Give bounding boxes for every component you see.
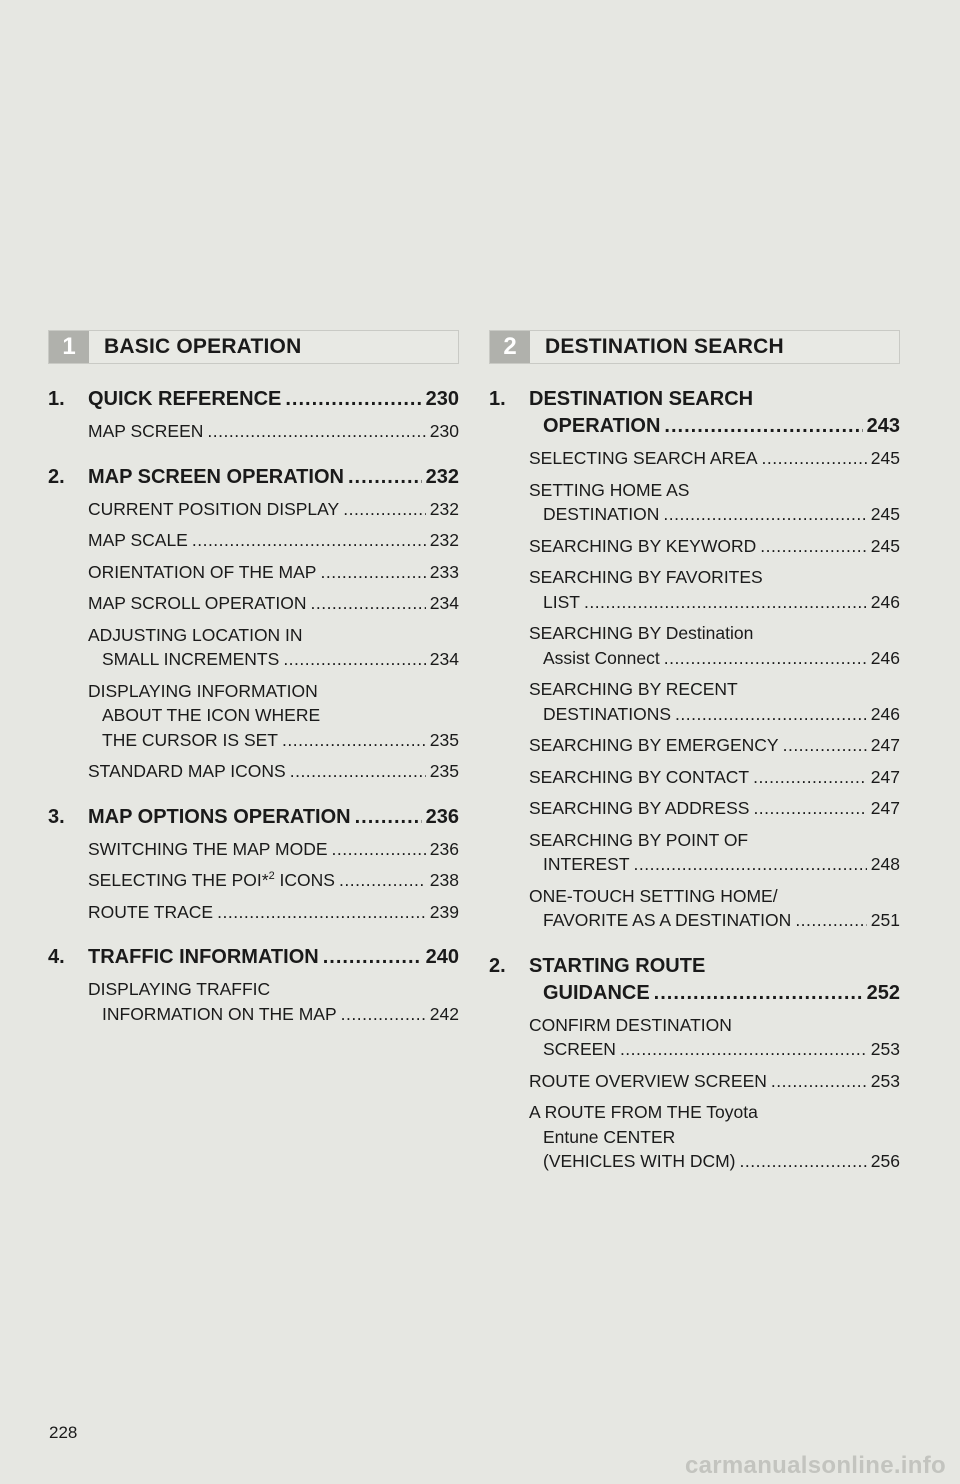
- entry-text: MAP SCROLL OPERATION: [88, 593, 307, 613]
- entry-page: 246: [870, 647, 900, 668]
- toc-chapter: [48, 464, 459, 784]
- chapter-title-line: [88, 944, 459, 971]
- toc-entry[interactable]: [529, 478, 900, 527]
- dot-leader: [282, 728, 426, 753]
- entry-line: SEARCHING BY RECENT: [529, 679, 738, 699]
- dot-leader: [217, 900, 426, 925]
- entry-line: [529, 1037, 900, 1062]
- entry-line: [529, 765, 900, 790]
- chapter-title: [88, 944, 459, 971]
- entry-text: MAP SCREEN: [88, 421, 204, 441]
- chapter-title-line: [88, 386, 459, 413]
- dot-leader: [771, 1069, 867, 1094]
- chapter-page: 236: [425, 805, 459, 828]
- chapter-title-line: STARTING ROUTE: [529, 954, 706, 977]
- toc-entry[interactable]: [88, 977, 459, 1026]
- entry-line: ABOUT THE ICON WHERE: [102, 705, 321, 725]
- entry-page: 247: [870, 735, 900, 755]
- toc-entry[interactable]: [88, 837, 459, 862]
- dot-leader: [207, 419, 425, 444]
- entry-line: [88, 647, 459, 672]
- chapter-heading[interactable]: [48, 386, 459, 413]
- entry-text: DESTINATION: [543, 504, 660, 524]
- entry-text: SEARCHING BY CONTACT: [529, 766, 750, 787]
- entry-line: [88, 868, 459, 893]
- dot-leader: [783, 733, 867, 758]
- dot-leader: [339, 868, 426, 893]
- chapter-title: [88, 804, 459, 831]
- chapter-heading[interactable]: [489, 386, 900, 440]
- entry-line: [529, 534, 900, 559]
- toc-entry[interactable]: [88, 591, 459, 616]
- chapter-number: 1.: [489, 388, 506, 410]
- chapter-list: [489, 386, 900, 1174]
- entry-text: SWITCHING THE MAP MODE: [88, 838, 328, 859]
- entry-line: DISPLAYING INFORMATION: [88, 680, 318, 701]
- entry-page: 256: [870, 1151, 900, 1171]
- entry-text: Assist Connect: [543, 647, 660, 668]
- dot-leader: [332, 837, 426, 862]
- section-title: BASIC OPERATION: [104, 335, 302, 358]
- dot-leader: [320, 560, 425, 585]
- entry-text: MAP SCALE: [88, 530, 188, 550]
- chapter-title: [529, 386, 900, 440]
- toc-entry[interactable]: [529, 677, 900, 726]
- dot-leader: [654, 980, 863, 1007]
- entry-page: 245: [870, 504, 900, 524]
- entry-text: SELECTING SEARCH AREA: [529, 448, 758, 468]
- entry-text: ORIENTATION OF THE MAP: [88, 561, 317, 582]
- entry-line: [88, 560, 459, 585]
- chapter-heading[interactable]: [48, 464, 459, 491]
- entry-text: SEARCHING BY KEYWORD: [529, 535, 757, 556]
- dot-leader: [192, 528, 426, 553]
- entry-text: CURRENT POSITION DISPLAY: [88, 498, 340, 519]
- dot-leader: [285, 386, 421, 413]
- entry-page: 246: [870, 591, 900, 612]
- toc-entry[interactable]: [88, 419, 459, 444]
- dot-leader: [343, 497, 426, 522]
- chapter-page: 240: [425, 946, 459, 968]
- dot-leader: [675, 702, 867, 727]
- entry-text: STANDARD MAP ICONS: [88, 761, 286, 781]
- dot-leader: [348, 464, 422, 491]
- dot-leader: [664, 413, 862, 440]
- entry-line: [88, 759, 459, 784]
- dot-leader: [663, 502, 866, 527]
- entry-line: SEARCHING BY POINT OF: [529, 829, 749, 850]
- chapter-title-line: [88, 464, 459, 491]
- entry-page: 247: [870, 798, 900, 818]
- entry-list: [88, 837, 459, 925]
- toc-entry[interactable]: [529, 733, 900, 758]
- entry-line: [88, 591, 459, 616]
- entry-line: [88, 419, 459, 444]
- chapter-heading[interactable]: [489, 953, 900, 1007]
- chapter-page: 252: [866, 981, 900, 1004]
- entry-list: [529, 1013, 900, 1174]
- chapter-page: 243: [866, 415, 900, 437]
- toc-entry[interactable]: [529, 446, 900, 471]
- right-column: [489, 330, 900, 1194]
- chapter-list: [48, 386, 459, 1026]
- entry-page: 236: [429, 838, 459, 859]
- toc-entry[interactable]: [529, 796, 900, 821]
- entry-line: ONE-TOUCH SETTING HOME/: [529, 885, 778, 906]
- chapter-title-text: TRAFFIC INFORMATION: [88, 946, 319, 968]
- entry-page: 253: [870, 1070, 900, 1091]
- toc-chapter: [48, 944, 459, 1026]
- left-column: [48, 330, 459, 1046]
- entry-line: [88, 900, 459, 925]
- dot-leader: [341, 1002, 426, 1027]
- dot-leader: [753, 765, 867, 790]
- entry-line: [529, 796, 900, 821]
- chapter-title-text: GUIDANCE: [543, 981, 650, 1004]
- entry-line: [529, 502, 900, 527]
- toc-entry[interactable]: [88, 679, 459, 753]
- dot-leader: [283, 647, 425, 672]
- entry-line: [88, 497, 459, 522]
- section-title: DESTINATION SEARCH: [545, 335, 784, 358]
- entry-page: 253: [870, 1039, 900, 1059]
- chapter-title-line: [529, 980, 900, 1007]
- entry-line: [529, 702, 900, 727]
- entry-line: [88, 837, 459, 862]
- entry-page: 235: [429, 729, 459, 750]
- toc-entry[interactable]: [529, 1069, 900, 1094]
- dot-leader: [323, 944, 422, 971]
- toc-entry[interactable]: [88, 868, 459, 893]
- entry-line: [529, 908, 900, 933]
- chapter-title-text: OPERATION: [543, 415, 661, 437]
- toc-entry[interactable]: [529, 828, 900, 877]
- section-number: 2: [490, 331, 530, 363]
- dot-leader: [634, 852, 867, 877]
- page-number: 228: [49, 1423, 78, 1442]
- chapter-title-text: QUICK REFERENCE: [88, 388, 282, 410]
- entry-list: [88, 497, 459, 784]
- chapter-title: [88, 386, 459, 413]
- toc-entry[interactable]: [88, 759, 459, 784]
- entry-list: [529, 446, 900, 933]
- entry-page: 239: [429, 901, 459, 922]
- chapter-number: 2.: [48, 465, 65, 488]
- entry-text: INFORMATION ON THE MAP: [102, 1003, 337, 1024]
- chapter-title-line: [88, 804, 459, 831]
- entry-line: [529, 852, 900, 877]
- toc-chapter: [48, 386, 459, 444]
- chapter-page: 230: [425, 388, 459, 410]
- toc-chapter: [48, 804, 459, 925]
- dot-leader: [753, 796, 866, 821]
- toc-chapter: [489, 386, 900, 933]
- entry-text: SEARCHING BY ADDRESS: [529, 798, 750, 818]
- entry-text: FAVORITE AS A DESTINATION: [543, 910, 792, 930]
- chapter-title: [88, 464, 459, 491]
- entry-page: 230: [429, 421, 459, 441]
- chapter-title-text: MAP OPTIONS OPERATION: [88, 805, 351, 828]
- entry-line: [529, 1149, 900, 1174]
- entry-page: 238: [429, 870, 459, 890]
- entry-line: SEARCHING BY FAVORITES: [529, 567, 763, 587]
- chapter-number: 4.: [48, 946, 65, 968]
- entry-line: [88, 728, 459, 753]
- dot-leader: [355, 804, 422, 831]
- entry-text: SMALL INCREMENTS: [102, 649, 280, 669]
- entry-list: [88, 419, 459, 444]
- entry-page: 245: [870, 448, 900, 468]
- entry-page: 235: [429, 761, 459, 781]
- entry-text: ROUTE OVERVIEW SCREEN: [529, 1070, 767, 1091]
- entry-line: [529, 446, 900, 471]
- entry-text: THE CURSOR IS SET: [102, 729, 278, 750]
- dot-leader: [620, 1037, 867, 1062]
- toc-entry[interactable]: [529, 1013, 900, 1062]
- toc-entry[interactable]: [88, 528, 459, 553]
- toc-entry[interactable]: [88, 497, 459, 522]
- entry-line: [529, 646, 900, 671]
- chapter-heading[interactable]: [48, 944, 459, 971]
- entry-list: [88, 977, 459, 1026]
- dot-leader: [740, 1149, 867, 1174]
- entry-line: CONFIRM DESTINATION: [529, 1014, 732, 1035]
- entry-text: (VEHICLES WITH DCM): [543, 1151, 736, 1171]
- entry-text: ROUTE TRACE: [88, 901, 214, 922]
- chapter-title-line: DESTINATION SEARCH: [529, 388, 754, 410]
- entry-page: 245: [870, 535, 900, 556]
- entry-line: ADJUSTING LOCATION IN: [88, 624, 303, 645]
- entry-line: [529, 733, 900, 758]
- entry-text: LIST: [543, 591, 580, 612]
- entry-line: Entune CENTER: [543, 1126, 676, 1147]
- chapter-title: [529, 953, 900, 1007]
- entry-text: DESTINATIONS: [543, 703, 672, 724]
- toc-entry[interactable]: [529, 621, 900, 670]
- entry-page: 233: [429, 561, 459, 582]
- chapter-number: 1.: [48, 388, 65, 410]
- entry-page: 251: [870, 910, 900, 930]
- dot-leader: [760, 534, 867, 559]
- entry-line: [529, 1069, 900, 1094]
- toc-entry[interactable]: [88, 560, 459, 585]
- chapter-number: 3.: [48, 805, 65, 828]
- toc-entry[interactable]: [88, 900, 459, 925]
- entry-page: 247: [870, 766, 900, 787]
- dot-leader: [664, 646, 867, 671]
- toc-entry[interactable]: [529, 1100, 900, 1174]
- section-header: [489, 330, 900, 364]
- entry-page: 248: [870, 854, 900, 874]
- toc-entry[interactable]: [529, 534, 900, 559]
- dot-leader: [290, 759, 426, 784]
- entry-line: DISPLAYING TRAFFIC: [88, 979, 271, 999]
- entry-line: A ROUTE FROM THE Toyota: [529, 1102, 758, 1122]
- dot-leader: [795, 908, 866, 933]
- chapter-number: 2.: [489, 954, 506, 977]
- entry-page: 246: [870, 703, 900, 724]
- entry-line: [88, 528, 459, 553]
- section-number: 1: [49, 331, 89, 363]
- chapter-page: 232: [425, 465, 459, 488]
- entry-line: [529, 590, 900, 615]
- chapter-title-line: [529, 413, 900, 440]
- entry-text: SCREEN: [543, 1039, 616, 1059]
- entry-text: SELECTING THE POI*$^2$ ICONS: [88, 870, 335, 890]
- section-header: [48, 330, 459, 364]
- chapter-title-text: MAP SCREEN OPERATION: [88, 465, 344, 488]
- toc-chapter: [489, 953, 900, 1174]
- entry-text: INTEREST: [543, 854, 630, 874]
- watermark: carmanualsonline.info: [684, 1452, 946, 1479]
- dot-leader: [762, 446, 867, 471]
- entry-line: SEARCHING BY Destination: [529, 623, 754, 643]
- dot-leader: [584, 590, 867, 615]
- toc-entry[interactable]: [529, 884, 900, 933]
- entry-line: SETTING HOME AS: [529, 479, 690, 500]
- entry-page: 232: [429, 498, 459, 519]
- entry-text: SEARCHING BY EMERGENCY: [529, 735, 779, 755]
- entry-page: 234: [429, 649, 459, 669]
- entry-page: 232: [429, 530, 459, 550]
- entry-line: [88, 1002, 459, 1027]
- entry-page: 234: [429, 593, 459, 613]
- toc-entry[interactable]: [529, 765, 900, 790]
- toc-entry[interactable]: [529, 565, 900, 614]
- entry-page: 242: [429, 1003, 459, 1024]
- dot-leader: [310, 591, 425, 616]
- toc-entry[interactable]: [88, 623, 459, 672]
- chapter-heading[interactable]: [48, 804, 459, 831]
